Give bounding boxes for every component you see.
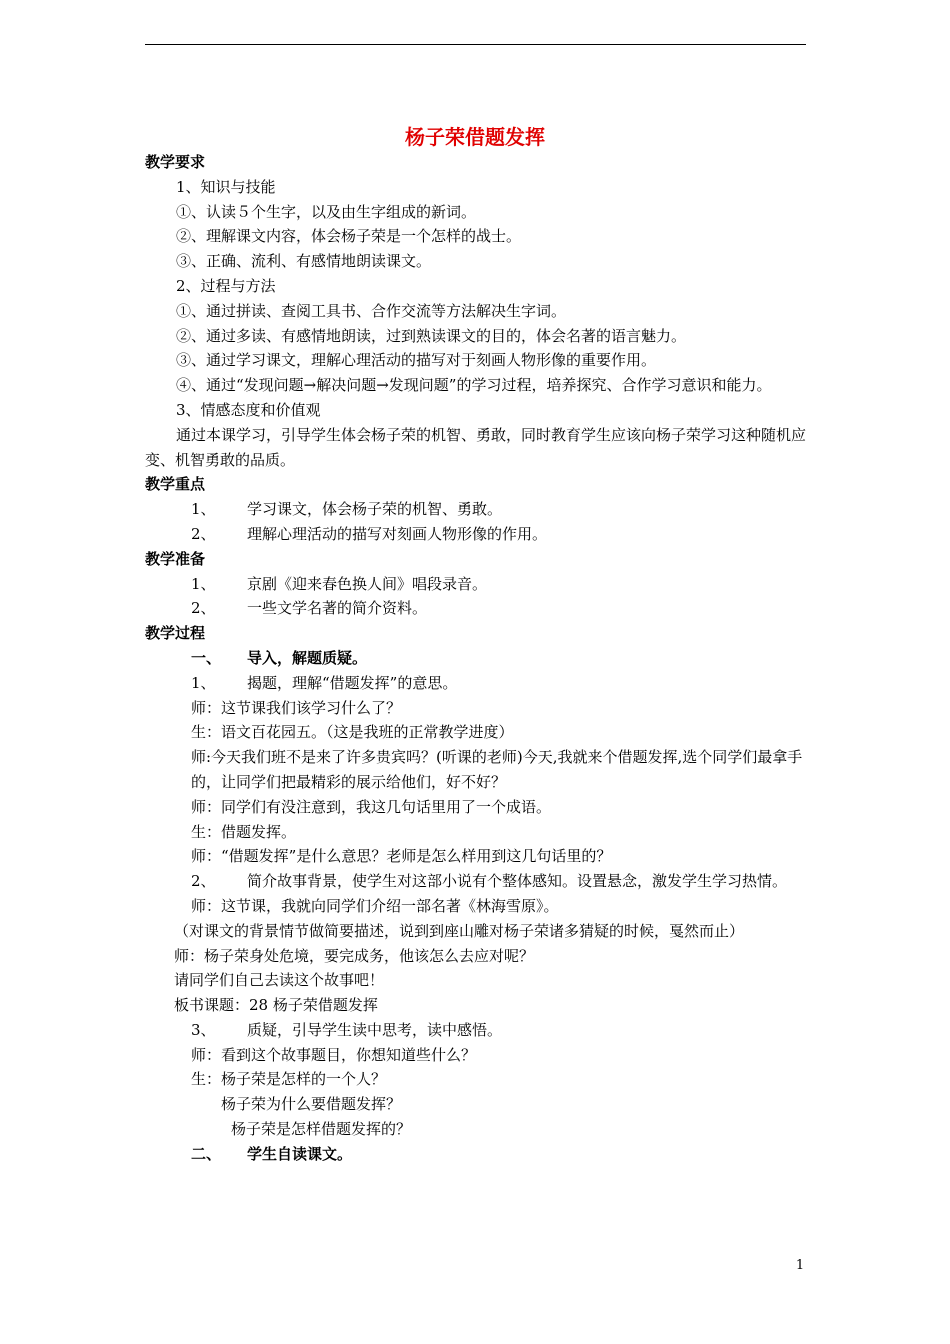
dialogue-line: 生：借题发挥。 xyxy=(191,822,297,841)
dialogue-line: 师：这节课，我就向同学们介绍一部名著《林海雪原》。 xyxy=(191,896,559,915)
page-number: 1 xyxy=(795,1258,805,1273)
paragraph: ①、通过拼读、查阅工具书、合作交流等方法解决生字词。 xyxy=(176,301,567,320)
process-part-one: 一、 导入，解题质疑。 xyxy=(191,648,368,667)
dialogue-line: 请同学们自己去读这个故事吧！ xyxy=(174,971,385,990)
list-item: 1、 学习课文，体会杨子荣的机智、勇敢。 xyxy=(191,500,503,519)
dialogue-line: 杨子荣为什么要借题发挥？ xyxy=(221,1095,402,1114)
section-heading-key-points: 教学重点 xyxy=(145,475,206,494)
header-rule xyxy=(145,44,806,45)
blackboard-title: 板书课题：28 杨子荣借题发挥 xyxy=(174,996,378,1015)
subheading-attitude: 3、情感态度和价值观 xyxy=(176,400,321,419)
paragraph: ②、理解课文内容，体会杨子荣是一个怎样的战士。 xyxy=(176,227,522,246)
document-body xyxy=(145,150,809,1167)
dialogue-line: 杨子荣是怎样借题发挥的？ xyxy=(231,1120,412,1139)
section-heading-process: 教学过程 xyxy=(145,624,206,643)
list-item: 2、 一些文学名著的简介资料。 xyxy=(191,599,428,618)
process-step: 3、 质疑，引导学生读中思考，读中感悟。 xyxy=(191,1020,503,1039)
paragraph: ④、通过“发现问题→解决问题→发现问题”的学习过程，培养探究、合作学习意识和能力。 xyxy=(176,376,772,395)
document-title: 杨子荣借题发挥 xyxy=(405,125,545,149)
paragraph: ③、通过学习课文，理解心理活动的描写对于刻画人物形像的重要作用。 xyxy=(176,351,657,370)
dialogue-line: 师：看到这个故事题目，你想知道些什么？ xyxy=(191,1045,477,1064)
subheading-process-method: 2、过程与方法 xyxy=(176,276,276,295)
list-item: 1、 京剧《迎来春色换人间》唱段录音。 xyxy=(191,574,488,593)
dialogue-line: 师：“借题发挥”是什么意思？老师是怎么样用到这几句话里的？ xyxy=(191,847,612,866)
process-step: 1、 揭题，理解“借题发挥”的意思。 xyxy=(191,673,458,692)
paragraph: ①、认读５个生字，以及由生字组成的新词。 xyxy=(176,202,477,221)
list-item: 2、 理解心理活动的描写对刻画人物形像的作用。 xyxy=(191,524,548,543)
subheading-knowledge: 1、知识与技能 xyxy=(176,177,276,196)
dialogue-line: 师：杨子荣身处危境，要完成务，他该怎么去应对呢？ xyxy=(174,946,535,965)
dialogue-line: （对课文的背景情节做简要描述，说到到座山雕对杨子荣诸多猜疑的时候，戛然而止） xyxy=(174,921,745,940)
dialogue-line: 师：这节课我们该学习什么了？ xyxy=(191,698,402,717)
process-step: 2、 简介故事背景，使学生对这部小说有个整体感知。设置悬念，激发学生学习热情。 xyxy=(191,872,788,891)
dialogue-line: 师:今天我们班不是来了许多贵宾吗？(听课的老师)今天,我就来个借题发挥,选个同学们最拿手的，让同学们把最精彩的展示给他们，好不好？ xyxy=(191,748,803,791)
dialogue-line: 生：语文百花园五。（这是我班的正常教学进度） xyxy=(191,723,514,742)
dialogue-line: 师：同学们有没注意到，我这几句话里用了一个成语。 xyxy=(191,797,552,816)
dialogue-line: 生：杨子荣是怎样的一个人？ xyxy=(191,1070,387,1089)
paragraph: ③、正确、流利、有感情地朗读课文。 xyxy=(176,252,432,271)
section-heading-preparation: 教学准备 xyxy=(145,549,206,568)
section-heading-requirements: 教学要求 xyxy=(145,153,206,171)
process-part-two: 二、 学生自读课文。 xyxy=(191,1144,353,1163)
paragraph: ②、通过多读、有感情地朗读，过到熟读课文的目的，体会名著的语言魅力。 xyxy=(176,326,687,345)
paragraph: 通过本课学习，引导学生体会杨子荣的机智、勇敢，同时教育学生应该向杨子荣学习这种随机应变、机智勇敢的品质。 xyxy=(145,425,807,469)
